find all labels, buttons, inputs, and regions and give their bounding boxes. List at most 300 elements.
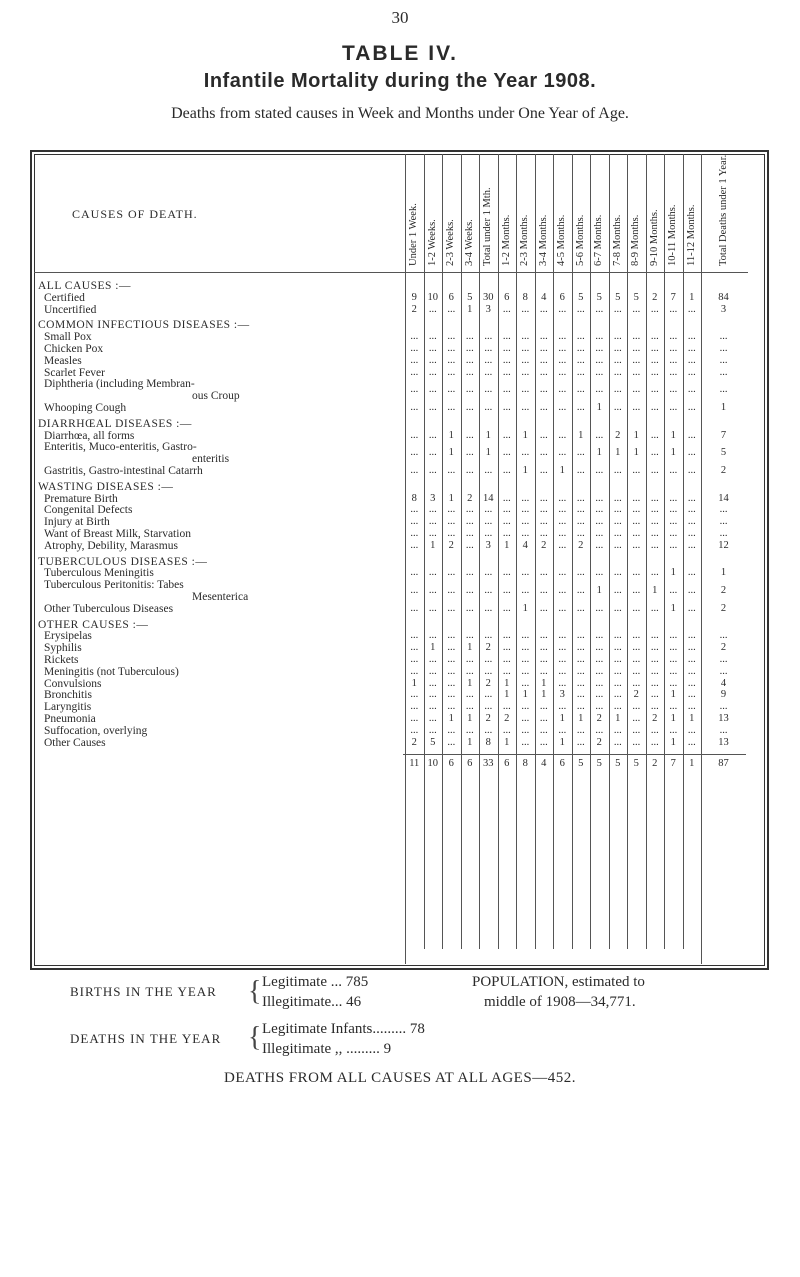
table-cell: 1: [522, 429, 528, 441]
table-cell: ...: [613, 585, 622, 597]
totals-cell: 6: [467, 758, 473, 770]
table-cell: 2: [720, 642, 727, 654]
table-cell: ...: [502, 465, 511, 476]
table-cell: ...: [719, 724, 728, 736]
table-cell: ...: [484, 528, 493, 539]
table-cell: ...: [613, 354, 622, 366]
table-cell: ...: [447, 504, 456, 516]
row-label: Erysipelas: [44, 630, 92, 643]
table-cell: ...: [576, 343, 585, 354]
table-cell: ...: [669, 585, 678, 597]
table-cell: 5: [467, 291, 473, 303]
table-cell: ...: [410, 539, 419, 551]
table-cell: ...: [484, 504, 493, 516]
table-cell: ...: [632, 528, 641, 539]
table-cell: ...: [465, 354, 474, 366]
table-cell: 4: [720, 677, 727, 689]
table-cell: ...: [669, 528, 678, 539]
table-cell: ...: [410, 331, 419, 343]
deaths-label: DEATHS IN THE YEAR: [70, 1031, 222, 1046]
table-cell: ...: [558, 665, 567, 677]
table-cell: ...: [539, 447, 548, 459]
table-cell: ...: [484, 354, 493, 366]
table-cell: 1: [689, 713, 695, 724]
table-cell: ...: [595, 724, 604, 736]
table-cell: ...: [539, 713, 548, 724]
table-cell: 2: [485, 677, 491, 689]
row-label: Laryngitis: [44, 701, 92, 714]
table-cell: ...: [447, 736, 456, 748]
table-cell: ...: [558, 366, 567, 378]
table-cell: ...: [687, 528, 696, 539]
table-cell: ...: [558, 642, 567, 654]
table-cell: ...: [502, 701, 511, 713]
table-cell: 1: [467, 677, 473, 689]
table-cell: 2: [504, 713, 510, 724]
table-cell: 8: [485, 736, 491, 748]
row-label-continuation: ous Croup: [192, 390, 240, 403]
table-cell: 1: [670, 736, 676, 748]
births-legitimate: Legitimate ... 785: [262, 974, 369, 990]
table-cell: ...: [428, 465, 437, 476]
table-cell: ...: [576, 402, 585, 413]
deaths-legitimate: Legitimate Infants......... 78: [262, 1021, 425, 1037]
table-cell: ...: [539, 528, 548, 539]
table-cell: ...: [632, 665, 641, 677]
row-label: Meningitis (not Tuberculous): [44, 665, 179, 678]
table-cell: ...: [595, 303, 604, 315]
table-cell: ...: [465, 602, 474, 614]
table-cell: ...: [613, 602, 622, 614]
section-heading: OTHER CAUSES :—: [38, 618, 149, 631]
table-cell: ...: [669, 630, 678, 642]
table-cell: ...: [521, 736, 530, 748]
column-divider: [405, 154, 406, 964]
table-cell: 4: [522, 539, 528, 551]
table-cell: ...: [719, 343, 728, 354]
table-cell: ...: [465, 654, 474, 665]
table-cell: 1: [485, 447, 491, 459]
table-cell: 84: [718, 291, 729, 303]
table-cell: ...: [428, 354, 437, 366]
table-cell: ...: [632, 602, 641, 614]
table-cell: ...: [613, 343, 622, 354]
table-cell: 2: [411, 736, 417, 748]
table-cell: ...: [576, 384, 585, 396]
table-cell: ...: [650, 654, 659, 665]
table-cell: ...: [576, 701, 585, 713]
table-cell: ...: [428, 701, 437, 713]
row-label: Tuberculous Meningitis: [44, 567, 154, 580]
table-cell: ...: [558, 447, 567, 459]
row-label: Scarlet Fever: [44, 366, 105, 379]
table-cell: ...: [465, 504, 474, 516]
table-cell: 1: [633, 447, 639, 459]
table-cell: ...: [521, 384, 530, 396]
table-cell: ...: [428, 713, 437, 724]
table-cell: 1: [670, 602, 676, 614]
table-cell: ...: [687, 331, 696, 343]
table-cell: ...: [687, 602, 696, 614]
table-cell: ...: [613, 630, 622, 642]
table-cell: ...: [410, 384, 419, 396]
table-cell: ...: [410, 654, 419, 665]
births-label: BIRTHS IN THE YEAR: [70, 984, 217, 999]
row-label: Want of Breast Milk, Starvation: [44, 528, 191, 540]
table-cell: ...: [632, 724, 641, 736]
table-cell: 7: [720, 429, 727, 441]
table-cell: 1: [504, 689, 510, 701]
table-cell: ...: [595, 630, 604, 642]
table-cell: ...: [558, 354, 567, 366]
table-cell: ...: [484, 402, 493, 413]
table-cell: ...: [410, 642, 419, 654]
table-cell: ...: [521, 724, 530, 736]
column-header: 3-4 Months.: [537, 214, 549, 266]
table-cell: ...: [484, 331, 493, 343]
table-cell: ...: [719, 384, 728, 396]
table-cell: ...: [576, 528, 585, 539]
table-cell: 5: [633, 291, 639, 303]
population-line-1: POPULATION, estimated to: [472, 974, 645, 990]
table-cell: ...: [465, 447, 474, 459]
table-cell: ...: [669, 354, 678, 366]
table-cell: 2: [578, 539, 584, 551]
table-cell: 1: [504, 539, 510, 551]
row-label-continuation: enteritis: [192, 453, 230, 466]
table-cell: ...: [650, 602, 659, 614]
table-cell: ...: [632, 492, 641, 504]
table-cell: ...: [428, 689, 437, 701]
table-cell: ...: [650, 366, 659, 378]
table-cell: ...: [576, 465, 585, 476]
table-cell: ...: [576, 642, 585, 654]
table-cell: ...: [539, 303, 548, 315]
table-cell: ...: [465, 689, 474, 701]
row-label: Atrophy, Debility, Marasmus: [44, 539, 178, 552]
table-cell: 2: [633, 689, 639, 701]
table-cell: ...: [576, 665, 585, 677]
table-cell: ...: [447, 366, 456, 378]
row-label: Tuberculous Peritonitis: Tabes: [44, 579, 184, 592]
table-cell: ...: [613, 516, 622, 528]
table-cell: 1: [670, 567, 676, 579]
table-cell: 7: [670, 291, 676, 303]
table-cell: ...: [669, 303, 678, 315]
table-cell: ...: [539, 654, 548, 665]
column-header: 5-6 Months.: [574, 214, 586, 266]
table-cell: ...: [558, 516, 567, 528]
table-cell: ...: [650, 504, 659, 516]
totals-cell: 8: [522, 758, 528, 770]
table-cell: ...: [650, 447, 659, 459]
column-header: Total under 1 Mth.: [482, 187, 494, 266]
table-cell: 4: [541, 291, 547, 303]
table-cell: ...: [410, 343, 419, 354]
row-label: Measles: [44, 354, 82, 367]
table-cell: ...: [502, 724, 511, 736]
table-cell: 1: [578, 713, 584, 724]
table-cell: 13: [718, 713, 729, 724]
table-cell: ...: [410, 402, 419, 413]
table-cell: 5: [430, 736, 436, 748]
table-cell: ...: [502, 366, 511, 378]
mortality-table: [30, 150, 769, 970]
table-cell: ...: [595, 654, 604, 665]
table-cell: ...: [595, 366, 604, 378]
totals-cell: 5: [596, 758, 602, 770]
table-cell: ...: [539, 630, 548, 642]
table-cell: ...: [447, 585, 456, 597]
table-cell: ...: [465, 429, 474, 441]
table-cell: ...: [595, 539, 604, 551]
table-cell: ...: [410, 724, 419, 736]
table-cell: ...: [719, 331, 728, 343]
table-cell: ...: [410, 516, 419, 528]
table-cell: 6: [504, 291, 510, 303]
column-header: 7-8 Months.: [611, 214, 623, 266]
table-cell: ...: [447, 465, 456, 476]
table-cell: ...: [687, 630, 696, 642]
table-cell: 5: [615, 291, 621, 303]
table-cell: ...: [632, 713, 641, 724]
table-cell: ...: [613, 528, 622, 539]
table-cell: 2: [596, 736, 602, 748]
table-cell: ...: [447, 701, 456, 713]
table-cell: 2: [541, 539, 547, 551]
table-cell: 2: [467, 492, 473, 504]
table-cell: 3: [485, 303, 491, 315]
births-brace: {: [248, 976, 262, 1007]
table-cell: 1: [615, 447, 621, 459]
table-cell: ...: [576, 567, 585, 579]
table-cell: ...: [576, 447, 585, 459]
table-cell: ...: [410, 429, 419, 441]
table-cell: ...: [650, 516, 659, 528]
table-cell: ...: [632, 567, 641, 579]
table-cell: 1: [485, 429, 491, 441]
table-cell: ...: [428, 677, 437, 689]
table-cell: 2: [615, 429, 621, 441]
table-cell: ...: [613, 303, 622, 315]
table-cell: ...: [447, 343, 456, 354]
table-cell: ...: [410, 504, 419, 516]
table-cell: ...: [447, 677, 456, 689]
table-cell: ...: [576, 630, 585, 642]
row-label: Bronchitis: [44, 689, 92, 702]
table-cell: ...: [687, 585, 696, 597]
table-cell: ...: [669, 665, 678, 677]
table-cell: ...: [410, 665, 419, 677]
table-cell: ...: [613, 642, 622, 654]
table-cell: ...: [595, 567, 604, 579]
section-heading: WASTING DISEASES :—: [38, 480, 174, 493]
table-cell: ...: [539, 567, 548, 579]
table-cell: ...: [558, 504, 567, 516]
table-cell: ...: [465, 366, 474, 378]
table-cell: ...: [410, 447, 419, 459]
table-cell: 1: [541, 689, 547, 701]
table-cell: ...: [539, 585, 548, 597]
table-cell: ...: [502, 642, 511, 654]
table-cell: ...: [632, 402, 641, 413]
table-cell: 2: [411, 303, 417, 315]
table-cell: ...: [484, 654, 493, 665]
table-cell: ...: [484, 665, 493, 677]
table-cell: ...: [632, 642, 641, 654]
table-cell: ...: [447, 724, 456, 736]
deaths-illegitimate: Illegitimate ,, ......... 9: [262, 1041, 392, 1057]
table-cell: ...: [595, 343, 604, 354]
table-cell: 1: [467, 303, 473, 315]
table-cell: ...: [650, 331, 659, 343]
table-cell: ...: [558, 585, 567, 597]
table-cell: ...: [428, 343, 437, 354]
table-cell: ...: [539, 384, 548, 396]
table-cell: ...: [558, 492, 567, 504]
table-cell: ...: [595, 701, 604, 713]
table-cell: ...: [687, 642, 696, 654]
table-cell: 2: [652, 713, 658, 724]
table-cell: 1: [670, 447, 676, 459]
table-cell: ...: [687, 447, 696, 459]
table-cell: ...: [650, 528, 659, 539]
row-label: Gastritis, Gastro-intestinal Catarrh: [44, 465, 203, 477]
table-cell: ...: [613, 724, 622, 736]
table-cell: ...: [669, 642, 678, 654]
table-cell: ...: [719, 516, 728, 528]
table-cell: ...: [650, 689, 659, 701]
table-cell: ...: [465, 585, 474, 597]
table-cell: ...: [576, 516, 585, 528]
table-cell: ...: [669, 343, 678, 354]
table-cell: ...: [502, 630, 511, 642]
table-cell: 2: [485, 642, 491, 654]
table-cell: 1: [578, 429, 584, 441]
table-cell: ...: [502, 567, 511, 579]
table-cell: ...: [595, 528, 604, 539]
table-cell: 3: [720, 303, 727, 315]
table-cell: ...: [484, 465, 493, 476]
table-cell: ...: [558, 701, 567, 713]
table-cell: ...: [632, 539, 641, 551]
table-cell: ...: [576, 492, 585, 504]
table-cell: ...: [558, 429, 567, 441]
table-cell: ...: [613, 665, 622, 677]
table-cell: ...: [650, 736, 659, 748]
deaths-brace: {: [248, 1022, 262, 1053]
totals-cell: 5: [633, 758, 639, 770]
section-heading: ALL CAUSES :—: [38, 280, 131, 292]
table-cell: 1: [596, 402, 602, 413]
table-cell: ...: [502, 402, 511, 413]
table-cell: ...: [669, 677, 678, 689]
table-cell: ...: [687, 492, 696, 504]
page-subtitle: Infantile Mortality during the Year 1908.: [203, 70, 597, 92]
table-cell: ...: [428, 504, 437, 516]
table-cell: ...: [632, 331, 641, 343]
table-cell: ...: [484, 724, 493, 736]
table-cell: ...: [613, 402, 622, 413]
table-cell: 1: [652, 585, 658, 597]
table-cell: ...: [465, 567, 474, 579]
table-cell: ...: [632, 504, 641, 516]
table-cell: ...: [447, 402, 456, 413]
table-cell: ...: [447, 630, 456, 642]
totals-rule: [403, 754, 746, 755]
row-label: Syphilis: [44, 642, 82, 655]
table-cell: ...: [502, 429, 511, 441]
table-cell: ...: [719, 665, 728, 677]
table-cell: ...: [521, 701, 530, 713]
table-cell: ...: [576, 736, 585, 748]
table-cell: ...: [484, 567, 493, 579]
row-label: Suffocation, overlying: [44, 724, 148, 737]
table-cell: ...: [576, 585, 585, 597]
table-cell: ...: [669, 516, 678, 528]
table-cell: ...: [613, 677, 622, 689]
totals-cell: 1: [689, 758, 695, 770]
table-cell: 2: [720, 585, 727, 597]
table-cell: ...: [465, 701, 474, 713]
row-label: Premature Birth: [44, 492, 118, 505]
table-cell: ...: [521, 677, 530, 689]
table-cell: ...: [410, 585, 419, 597]
table-cell: ...: [465, 516, 474, 528]
table-cell: ...: [687, 677, 696, 689]
table-cell: 1: [559, 465, 565, 476]
table-cell: ...: [428, 303, 437, 315]
table-cell: ...: [521, 585, 530, 597]
table-cell: ...: [558, 384, 567, 396]
table-cell: 1: [448, 429, 454, 441]
table-cell: 1: [411, 677, 417, 689]
table-cell: ...: [613, 539, 622, 551]
table-cell: ...: [595, 354, 604, 366]
table-cell: ...: [539, 343, 548, 354]
table-cell: ...: [521, 654, 530, 665]
row-label: Certified: [44, 291, 85, 304]
table-cell: ...: [502, 504, 511, 516]
table-cell: ...: [502, 516, 511, 528]
table-cell: ...: [687, 429, 696, 441]
column-header: 9-10 Months.: [648, 209, 660, 266]
table-cell: ...: [465, 630, 474, 642]
table-cell: ...: [632, 701, 641, 713]
table-cell: ...: [650, 665, 659, 677]
table-cell: ...: [484, 343, 493, 354]
row-label: Chicken Pox: [44, 343, 104, 355]
table-cell: ...: [576, 654, 585, 665]
table-cell: ...: [521, 630, 530, 642]
table-cell: ...: [410, 528, 419, 539]
header-rule: [34, 272, 748, 273]
totals-cell: 6: [448, 758, 454, 770]
table-cell: ...: [558, 402, 567, 413]
table-cell: ...: [539, 492, 548, 504]
table-cell: 1: [596, 447, 602, 459]
table-cell: ...: [410, 465, 419, 476]
table-cell: ...: [428, 585, 437, 597]
table-cell: 1: [467, 736, 473, 748]
table-cell: ...: [521, 303, 530, 315]
table-cell: ...: [484, 689, 493, 701]
table-cell: ...: [410, 630, 419, 642]
table-cell: ...: [484, 701, 493, 713]
column-header: 1-2 Months.: [500, 214, 512, 266]
row-label: Congenital Defects: [44, 504, 133, 517]
causes-column-header: CAUSES OF DEATH.: [72, 207, 198, 221]
